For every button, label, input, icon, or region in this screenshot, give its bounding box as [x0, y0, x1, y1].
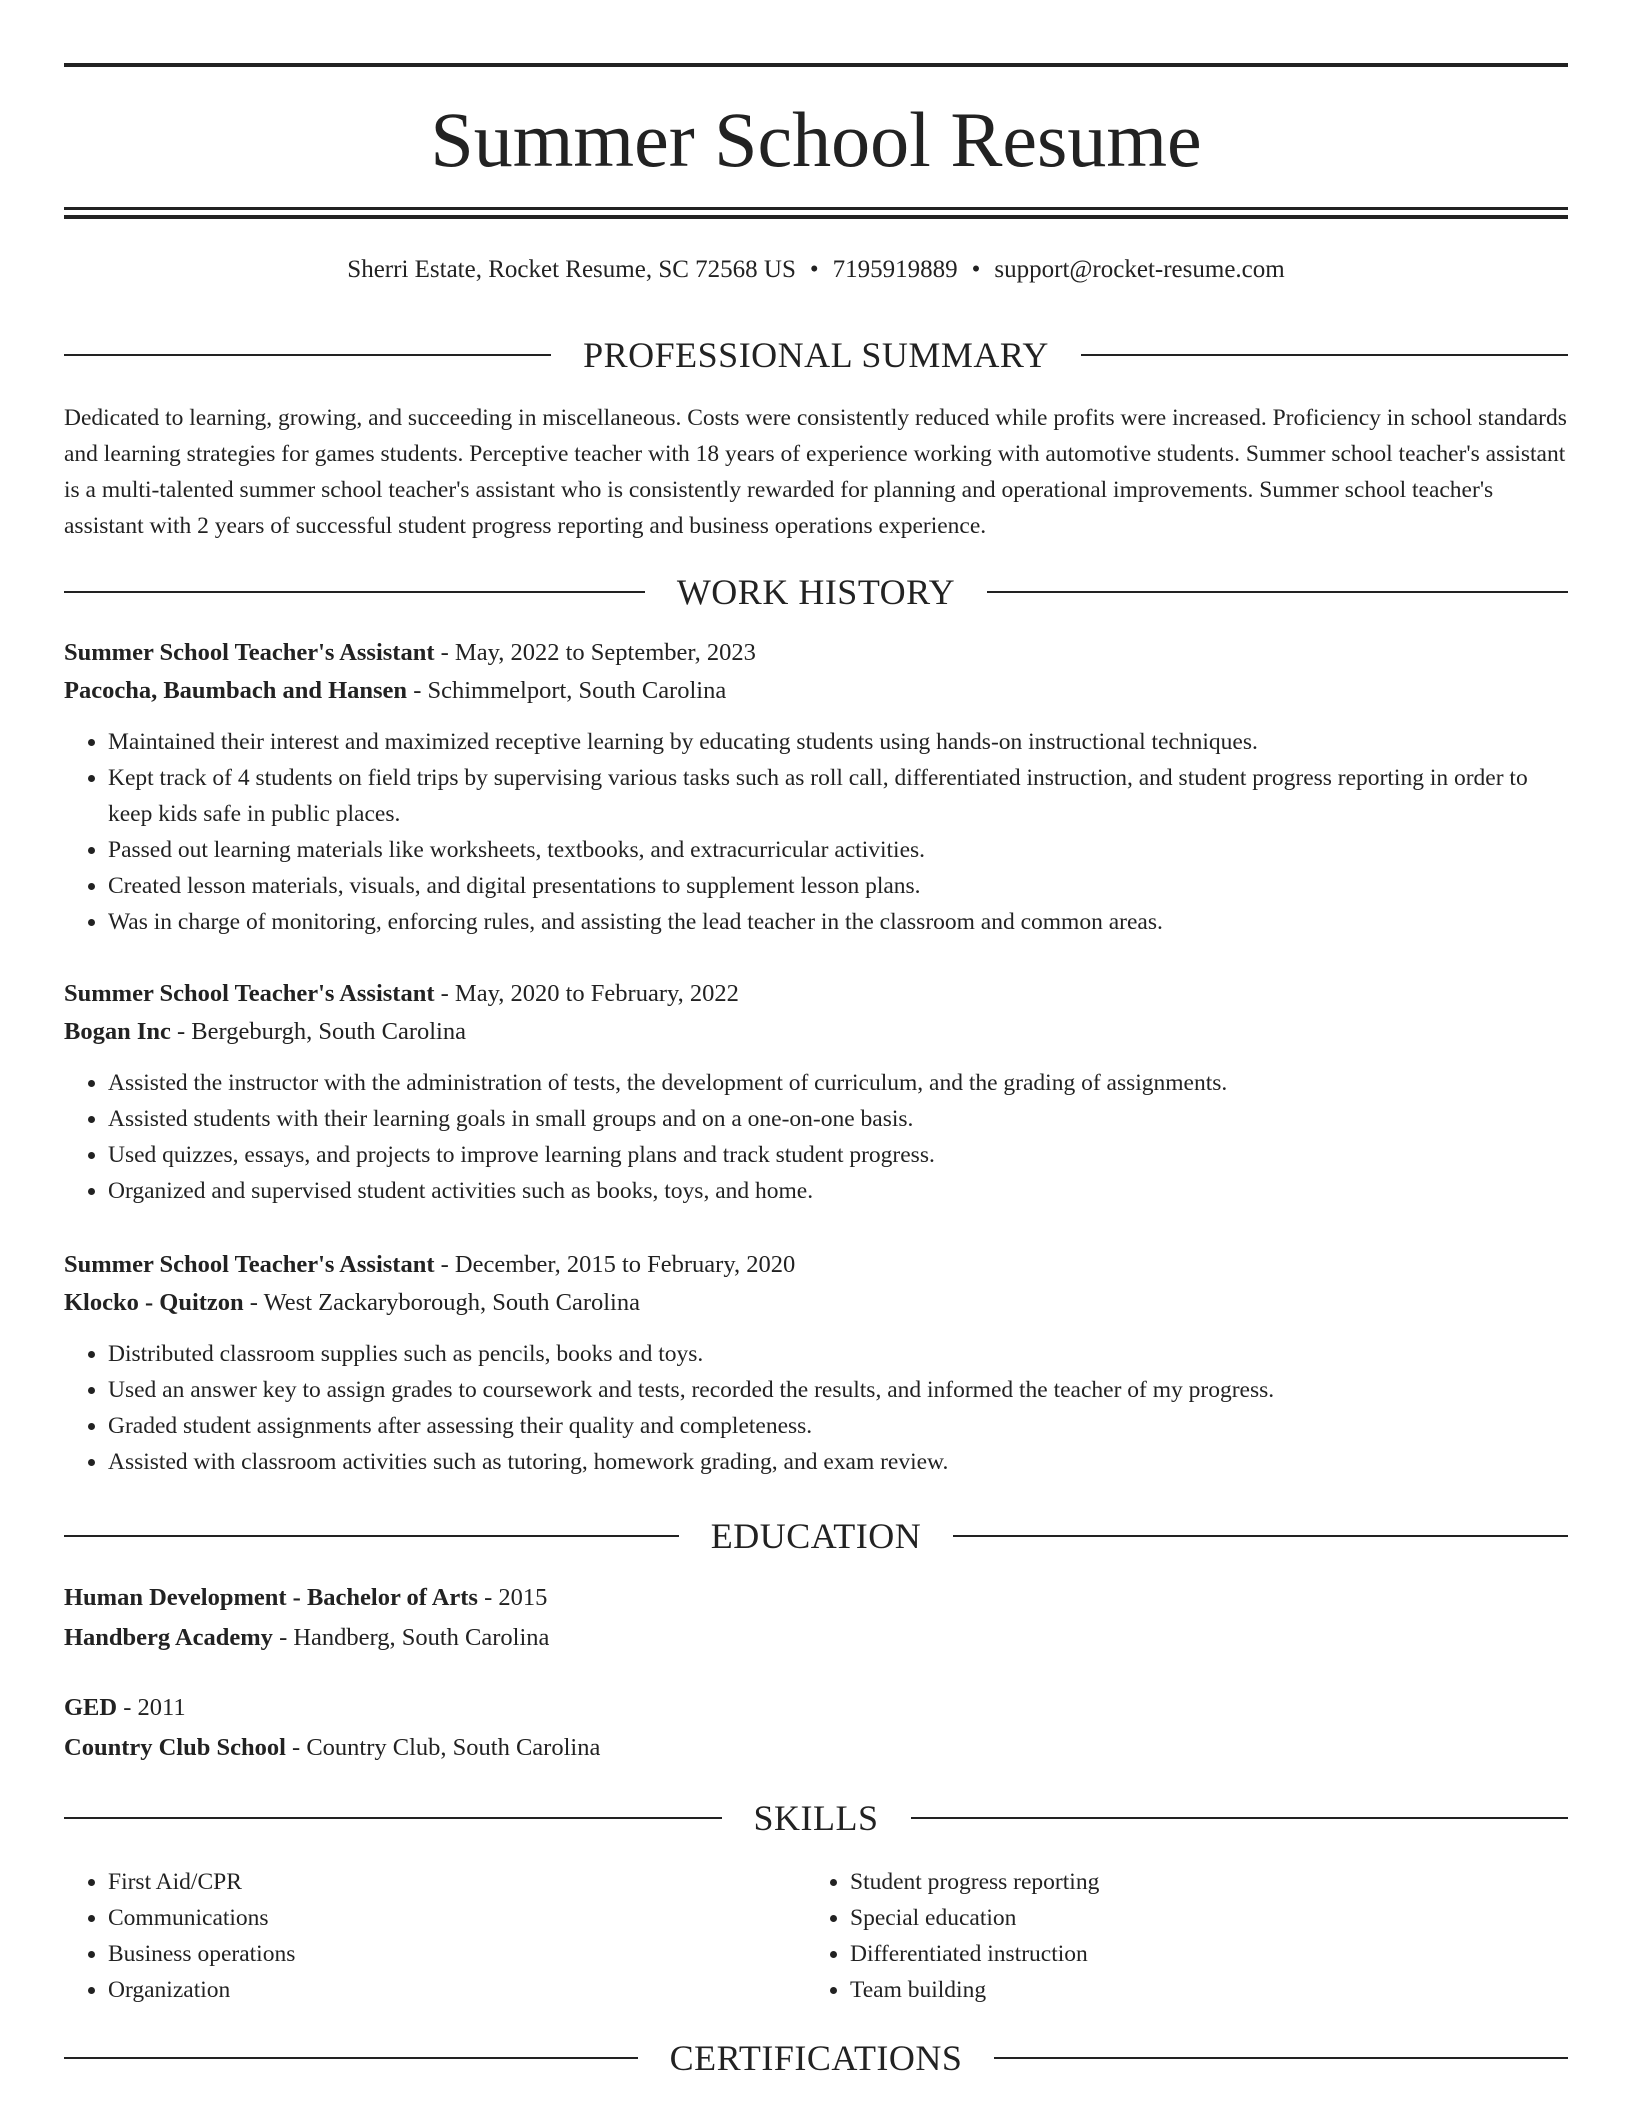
- section-title: SKILLS: [753, 1798, 879, 1838]
- skill-item: • Business operations: [108, 1936, 806, 1972]
- skill-item: • Organization: [108, 1972, 806, 2008]
- skill-item: • Special education: [850, 1900, 1548, 1936]
- contact-line: [64, 252, 1568, 288]
- skill-item: • Student progress reporting: [850, 1864, 1548, 1900]
- heading-rule: [64, 2057, 638, 2059]
- job-company: Pacocha, Baumbach and Hansen: [64, 677, 408, 704]
- job-location: - Bergeburgh, South Carolina: [170, 1018, 466, 1045]
- list-item: • Organized and supervised student activities such as books, toys, and home.: [108, 1173, 1568, 1209]
- list-item: • Used quizzes, essays, and projects to improve learning plans and track student progress.: [108, 1137, 1568, 1173]
- section-title: PROFESSIONAL SUMMARY: [583, 335, 1049, 375]
- job-bullets: [64, 724, 1568, 940]
- heading-rule: [1081, 354, 1568, 356]
- education-degree-line: [64, 1688, 1568, 1728]
- skill-item: • Team building: [850, 1972, 1548, 2008]
- list-item: • Assisted students with their learning goals in small groups and on a one-on-one basis.: [108, 1101, 1568, 1137]
- job-company: Klocko - Quitzon: [64, 1289, 244, 1316]
- job-title: Summer School Teacher's Assistant: [64, 639, 435, 666]
- list-item: • Used an answer key to assign grades to coursework and tests, recorded the results, and informed the teacher of my progress.: [108, 1372, 1568, 1408]
- summary-paragraph: Dedicated to learning, growing, and succeeding in miscellaneous. Costs were consistently reduced while profits were increased. Proficiency in school standards and learning strategies for games students. Perceptive teacher with 18 years of experience working with automotive students. Summer school teacher's assistant is a multi-talented summer school teacher's assistant who is consistently rewarded for planning and operational improvements. Summer school teacher's assistant with 2 years of successful student progress reporting and business operations experience.: [64, 405, 1567, 539]
- education-location: - Country Club, South Carolina: [285, 1734, 601, 1761]
- job-title-line: [64, 975, 1568, 1013]
- job-location: - West Zackaryborough, South Carolina: [243, 1289, 640, 1316]
- education-year: - 2011: [117, 1694, 186, 1721]
- list-item: • Maintained their interest and maximized receptive learning by educating students using hands-on instructional techniques.: [108, 724, 1568, 760]
- heading-rule: [64, 1817, 722, 1819]
- heading-rule: [64, 1535, 679, 1537]
- job-title-line: [64, 634, 1568, 672]
- education-school-line: [64, 1618, 1568, 1658]
- top-rule: [64, 63, 1568, 67]
- job-dates: - May, 2022 to September, 2023: [434, 639, 756, 666]
- list-item: • Was in charge of monitoring, enforcing rules, and assisting the lead teacher in the classroom and common areas.: [108, 904, 1568, 940]
- job-dates: - May, 2020 to February, 2022: [434, 980, 739, 1007]
- education-school: Country Club School: [64, 1734, 286, 1761]
- skills-column-right: [806, 1864, 1548, 2008]
- job-location: - Schimmelport, South Carolina: [407, 677, 727, 704]
- job-bullets: [64, 1336, 1568, 1480]
- job-title: Summer School Teacher's Assistant: [64, 1251, 435, 1278]
- skill-item: • Differentiated instruction: [850, 1936, 1548, 1972]
- contact-separator: •: [971, 256, 981, 283]
- job-title: Summer School Teacher's Assistant: [64, 980, 435, 1007]
- heading-rule: [953, 1535, 1568, 1537]
- education-entry: [64, 1578, 1568, 1658]
- section-heading-skills: [64, 1796, 1568, 1840]
- education-school: Handberg Academy: [64, 1624, 273, 1651]
- job-company-line: [64, 1013, 1568, 1051]
- list-item: • Created lesson materials, visuals, and digital presentations to supplement lesson plans.: [108, 868, 1568, 904]
- title-rule-upper: [64, 207, 1568, 210]
- job-company-line: [64, 1284, 1568, 1322]
- section-title: CERTIFICATIONS: [669, 2038, 963, 2078]
- contact-separator: •: [809, 256, 819, 283]
- job-title-line: [64, 1246, 1568, 1284]
- education-degree: Human Development - Bachelor of Arts: [64, 1584, 478, 1611]
- list-item: • Passed out learning materials like worksheets, textbooks, and extracurricular activities.: [108, 832, 1568, 868]
- job-entry: [64, 1246, 1568, 1480]
- job-company: Bogan Inc: [64, 1018, 171, 1045]
- heading-rule: [64, 591, 645, 593]
- skills-column-left: [64, 1864, 806, 2008]
- list-item: • Assisted with classroom activities such as tutoring, homework grading, and exam review.: [108, 1444, 1568, 1480]
- section-heading-work-history: [64, 570, 1568, 614]
- section-heading-summary: [64, 333, 1568, 377]
- title-rule-lower: [64, 215, 1568, 219]
- heading-rule: [987, 591, 1568, 593]
- education-location: - Handberg, South Carolina: [272, 1624, 550, 1651]
- contact-address: Sherri Estate, Rocket Resume, SC 72568 US: [347, 256, 796, 283]
- education-degree-line: [64, 1578, 1568, 1618]
- job-dates: - December, 2015 to February, 2020: [434, 1251, 796, 1278]
- education-year: - 2015: [477, 1584, 548, 1611]
- job-entry: [64, 634, 1568, 940]
- list-item: • Kept track of 4 students on field trips by supervising various tasks such as roll call, differentiated instruction, and student progress reporting in order to keep kids safe in public places.: [108, 760, 1568, 832]
- section-title: EDUCATION: [710, 1516, 922, 1556]
- job-company-line: [64, 672, 1568, 710]
- page-title: Summer School Resume: [430, 96, 1202, 183]
- list-item: • Graded student assignments after assessing their quality and completeness.: [108, 1408, 1568, 1444]
- section-heading-certifications: [64, 2036, 1568, 2080]
- section-heading-education: [64, 1514, 1568, 1558]
- skill-item: • First Aid/CPR: [108, 1864, 806, 1900]
- job-entry: [64, 975, 1568, 1209]
- section-title: WORK HISTORY: [676, 572, 956, 612]
- contact-phone: 7195919889: [832, 256, 958, 283]
- heading-rule: [64, 354, 551, 356]
- contact-email: support@rocket-resume.com: [994, 256, 1285, 283]
- heading-rule: [994, 2057, 1568, 2059]
- skills-list: [64, 1864, 1568, 2008]
- education-entry: [64, 1688, 1568, 1768]
- list-item: • Distributed classroom supplies such as pencils, books and toys.: [108, 1336, 1568, 1372]
- job-bullets: [64, 1065, 1568, 1209]
- education-school-line: [64, 1728, 1568, 1768]
- list-item: • Assisted the instructor with the administration of tests, the development of curriculum, and the grading of assignments.: [108, 1065, 1568, 1101]
- skill-item: • Communications: [108, 1900, 806, 1936]
- heading-rule: [911, 1817, 1569, 1819]
- education-degree: GED: [64, 1694, 118, 1721]
